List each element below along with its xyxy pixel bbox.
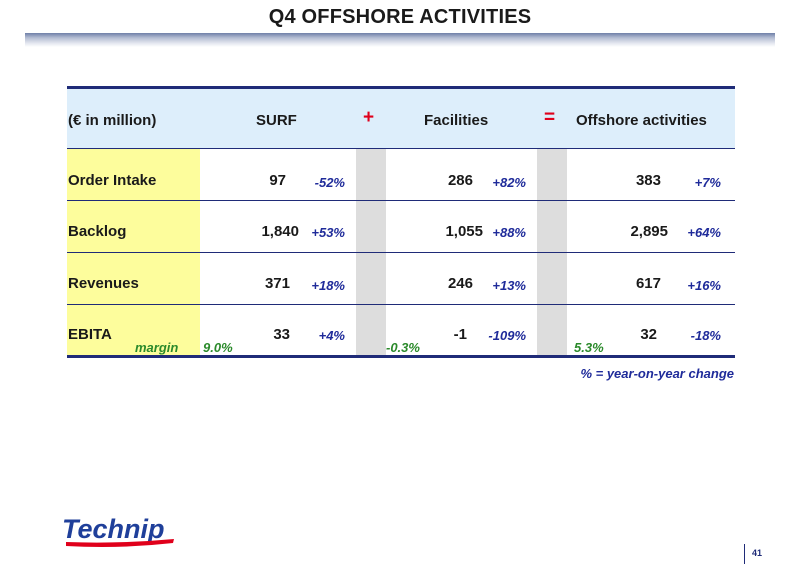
table-bottom-rule [67, 355, 735, 358]
facilities-value: 246 [447, 275, 473, 292]
surf-header: SURF [256, 112, 297, 129]
page-number: 41 [752, 548, 763, 558]
offshore-activities-table [67, 86, 735, 358]
offshore-value: 32 [640, 326, 657, 343]
surf-value: 1,840 [261, 223, 299, 240]
title-underline-bar [25, 33, 775, 47]
row-rule [67, 200, 735, 201]
offshore-header: Offshore activities [576, 112, 707, 129]
margin-label: margin [135, 340, 179, 355]
surf-change: -52% [314, 175, 345, 190]
row-label-ebita: EBITA [68, 326, 112, 343]
row-label-revenues: Revenues [68, 275, 139, 292]
unit-header: (€ in million) [68, 112, 157, 129]
page-number-separator [744, 544, 745, 564]
row-rule [67, 252, 735, 253]
slide-title: Q4 OFFSHORE ACTIVITIES [268, 6, 532, 28]
offshore-change: +16% [687, 278, 721, 293]
surf-change: +4% [318, 328, 345, 343]
offshore-change: +64% [687, 225, 721, 240]
facilities-change: -109% [488, 328, 526, 343]
facilities-change: +13% [492, 278, 526, 293]
offshore-value: 2,895 [630, 223, 668, 240]
table-top-rule [67, 86, 735, 89]
header-rule [67, 148, 735, 149]
offshore-margin: 5.3% [574, 340, 604, 355]
facilities-margin: -0.3% [386, 340, 420, 355]
offshore-change: +7% [694, 175, 721, 190]
facilities-value: 1,055 [445, 223, 483, 240]
facilities-value: -1 [453, 326, 467, 343]
surf-change: +53% [311, 225, 345, 240]
facilities-header: Facilities [424, 112, 489, 129]
surf-value: 371 [264, 275, 290, 292]
surf-margin: 9.0% [203, 340, 233, 355]
surf-value: 97 [269, 172, 286, 189]
equals-operator: = [544, 107, 556, 128]
offshore-change: -18% [690, 328, 721, 343]
surf-change: +18% [311, 278, 345, 293]
offshore-value: 383 [635, 172, 661, 189]
surf-value: 33 [273, 326, 290, 343]
plus-operator: + [363, 107, 375, 128]
row-label-order-intake: Order Intake [68, 172, 157, 189]
technip-logo [60, 508, 180, 552]
logo-wordmark: Technip [62, 514, 165, 544]
facilities-change: +82% [492, 175, 526, 190]
facilities-value: 286 [447, 172, 473, 189]
offshore-value: 617 [635, 275, 661, 292]
footnote: % = year-on-year change [580, 366, 734, 381]
facilities-change: +88% [492, 225, 526, 240]
row-rule [67, 304, 735, 305]
row-label-backlog: Backlog [68, 223, 127, 240]
